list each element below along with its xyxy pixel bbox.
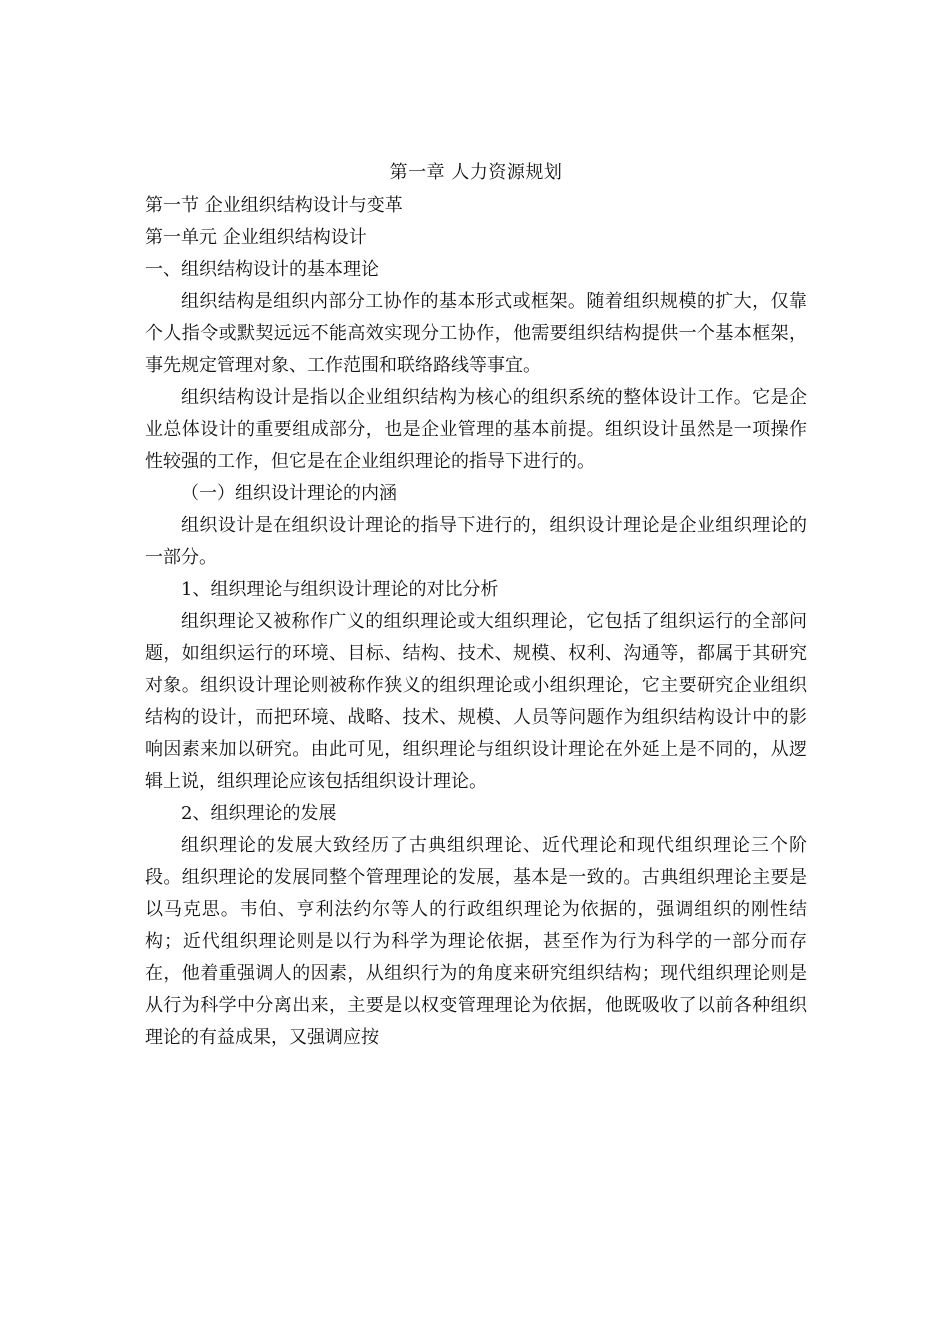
chapter-title: 第一章 人力资源规划 [389,162,563,183]
paragraph-design-theory: 组织设计是在组织设计理论的指导下进行的，组织设计理论是企业组织理论的一部分。 [145,515,807,568]
document-body [145,158,807,1054]
paragraph-comparison: 组织理论又被称作广义的组织理论或大组织理论，它包括了组织运行的全部问题，如组织运行的环境、目标、结构、技术、规模、权利、沟通等，都属于其研究对象。组织设计理论则被称作狭义的组织理论或小组织理论，它主要研究企业组织结构的设计，而把环境、战略、技术、规模、人员等问题作为组织结构设计中的影响因素来加以研究。由此可见，组织理论与组织设计理论在外延上是不同的，从逻辑上说，组织理论应该包括组织设计理论。 [145,611,807,792]
paragraph-structure-design: 组织结构设计是指以企业组织结构为核心的组织系统的整体设计工作。它是企业总体设计的重要组成部分，也是企业管理的基本前提。组织设计虽然是一项操作性较强的工作，但它是在企业组织理论的指导下进行的。 [145,387,807,472]
paragraph-organization-structure: 组织结构是组织内部分工协作的基本形式或框架。随着组织规模的扩大，仅靠个人指令或默契远远不能高效实现分工协作，他需要组织结构提供一个基本框架，事先规定管理对象、工作范围和联络路线等事宜。 [145,291,807,376]
part-heading: 一、组织结构设计的基本理论 [145,259,379,280]
unit-title: 第一单元 企业组织结构设计 [145,227,367,248]
section-title: 第一节 企业组织结构设计与变革 [145,195,403,216]
item-heading-comparison: 1、组织理论与组织设计理论的对比分析 [181,579,499,600]
paragraph-development: 组织理论的发展大致经历了古典组织理论、近代理论和现代组织理论三个阶段。组织理论的发展同整个管理理论的发展，基本是一致的。古典组织理论主要是以马克思。韦伯、亨利法约尔等人的行政组织理论为依据的，强调组织的刚性结构；近代组织理论则是以行为科学为理论依据，甚至作为行为科学的一部分而存在，他着重强调人的因素，从组织行为的角度来研究组织结构；现代组织理论则是从行为科学中分离出来，主要是以权变管理理论为依据，他既吸收了以前各种组织理论的有益成果，又强调应按 [145,835,807,1048]
item-heading-development: 2、组织理论的发展 [181,803,337,824]
subsection-heading: （一）组织设计理论的内涵 [181,483,397,504]
